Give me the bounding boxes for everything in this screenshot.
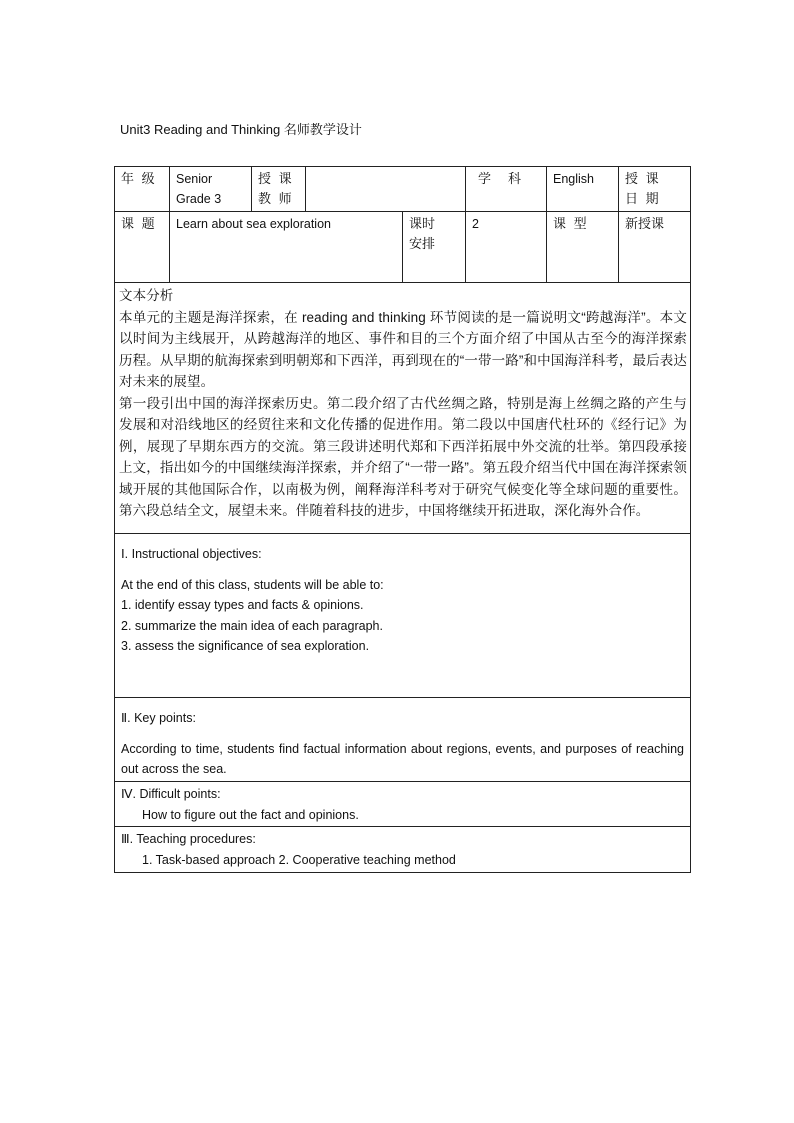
objectives-cell xyxy=(115,534,691,698)
teacher-value xyxy=(306,167,465,171)
text-analysis xyxy=(115,283,690,524)
periods-label-cell xyxy=(403,212,466,283)
objectives-section xyxy=(115,544,690,657)
procedures-text: 1. Task-based approach 2. Cooperative teaching method xyxy=(142,852,456,867)
procedures-heading: Ⅲ. Teaching procedures: xyxy=(121,832,256,846)
objective-item: 2. summarize the main idea of each paragraph. xyxy=(121,618,383,633)
info-row-1 xyxy=(115,167,691,212)
key-points-text: According to time, students find factual information about regions, events, and purposes of reaching out across the sea. xyxy=(121,741,684,776)
topic-label: 课 题 xyxy=(121,216,157,231)
procedures-section xyxy=(115,827,690,870)
text-analysis-cell xyxy=(115,283,691,534)
grade-label: 年 级 xyxy=(121,171,157,186)
objectives-row xyxy=(115,534,691,698)
periods-value-cell xyxy=(466,212,547,283)
procedures-cell xyxy=(115,827,691,873)
objective-item: 1. identify essay types and facts & opinions. xyxy=(121,598,364,612)
difficult-points-row xyxy=(115,782,691,827)
difficult-points-text: How to figure out the fact and opinions. xyxy=(142,807,359,822)
type-label: 课 型 xyxy=(553,216,589,231)
teacher-label: 授 课 教 师 xyxy=(258,171,294,206)
text-analysis-para-1: 本单元的主题是海洋探索，在 reading and thinking 环节阅读的是一篇说明文“跨越海洋”。本文以时间为主线展开，从跨越海洋的地区、事件和目的三个方面介绍了中国从古至今的海洋探索历程。从早期的航海探索到明朝郑和下西洋，再到现在的“一带一路”和中国海洋科考，最后表达对未来的展望。 xyxy=(119,309,687,389)
subject-label: 学 科 xyxy=(478,171,524,186)
objectives-heading: Ⅰ. Instructional objectives: xyxy=(121,547,262,561)
key-points-row xyxy=(115,698,691,782)
subject-value-cell xyxy=(547,167,619,212)
type-label-cell xyxy=(547,212,619,283)
type-value-cell xyxy=(619,212,691,283)
page-title: Unit3 Reading and Thinking 名师教学设计 xyxy=(120,122,362,137)
difficult-points-section xyxy=(115,782,690,825)
subject-value: English xyxy=(553,172,594,186)
text-analysis-para-2: 第一段引出中国的海洋探索历史。第二段介绍了古代丝绸之路，特别是海上丝绸之路的产生与发展和对沿线地区的经贸往来和文化传播的促进作用。第二段以中国唐代杜环的《经行记》为例，展现了早期东西方的交流。第三段讲述明代郑和下西洋拓展中外交流的壮举。第四段承接上文，指出如今的中国继续海洋探索，并介绍了“一带一路”。第五段介绍当代中国在海洋探索领域开展的其他国际合作，以南极为例，阐释海洋科考对于研究气候变化等全球问题的重要性。第六段总结全文，展望未来。伴随着科技的进步，中国将继续开拓进取，深化海外合作。 xyxy=(119,395,687,518)
periods-label: 课时 安排 xyxy=(409,216,436,251)
text-analysis-row xyxy=(115,283,691,534)
teacher-value-cell xyxy=(306,167,466,212)
key-points-heading: Ⅱ. Key points: xyxy=(121,711,196,725)
lesson-plan-table xyxy=(114,166,691,873)
key-points-cell xyxy=(115,698,691,782)
teacher-label-cell xyxy=(252,167,306,212)
difficult-points-cell xyxy=(115,782,691,827)
key-points-section xyxy=(115,708,690,780)
topic-value: Learn about sea exploration xyxy=(176,217,331,231)
info-row-2 xyxy=(115,212,691,283)
objective-item: 3. assess the significance of sea exploration. xyxy=(121,639,370,653)
date-label: 授 课 日 期 xyxy=(625,171,661,206)
text-analysis-heading: 文本分析 xyxy=(119,288,174,303)
procedures-row xyxy=(115,827,691,873)
objectives-intro: At the end of this class, students will be able to: xyxy=(121,577,384,592)
grade-label-cell xyxy=(115,167,170,212)
topic-value-cell xyxy=(170,212,403,283)
type-value: 新授课 xyxy=(625,216,665,231)
periods-value: 2 xyxy=(472,217,479,231)
grade-value-cell xyxy=(170,167,252,212)
subject-label-cell xyxy=(466,167,547,212)
date-label-cell xyxy=(619,167,691,212)
difficult-points-heading: Ⅳ. Difficult points: xyxy=(121,787,221,801)
topic-label-cell xyxy=(115,212,170,283)
grade-value: Senior Grade 3 xyxy=(176,172,222,206)
